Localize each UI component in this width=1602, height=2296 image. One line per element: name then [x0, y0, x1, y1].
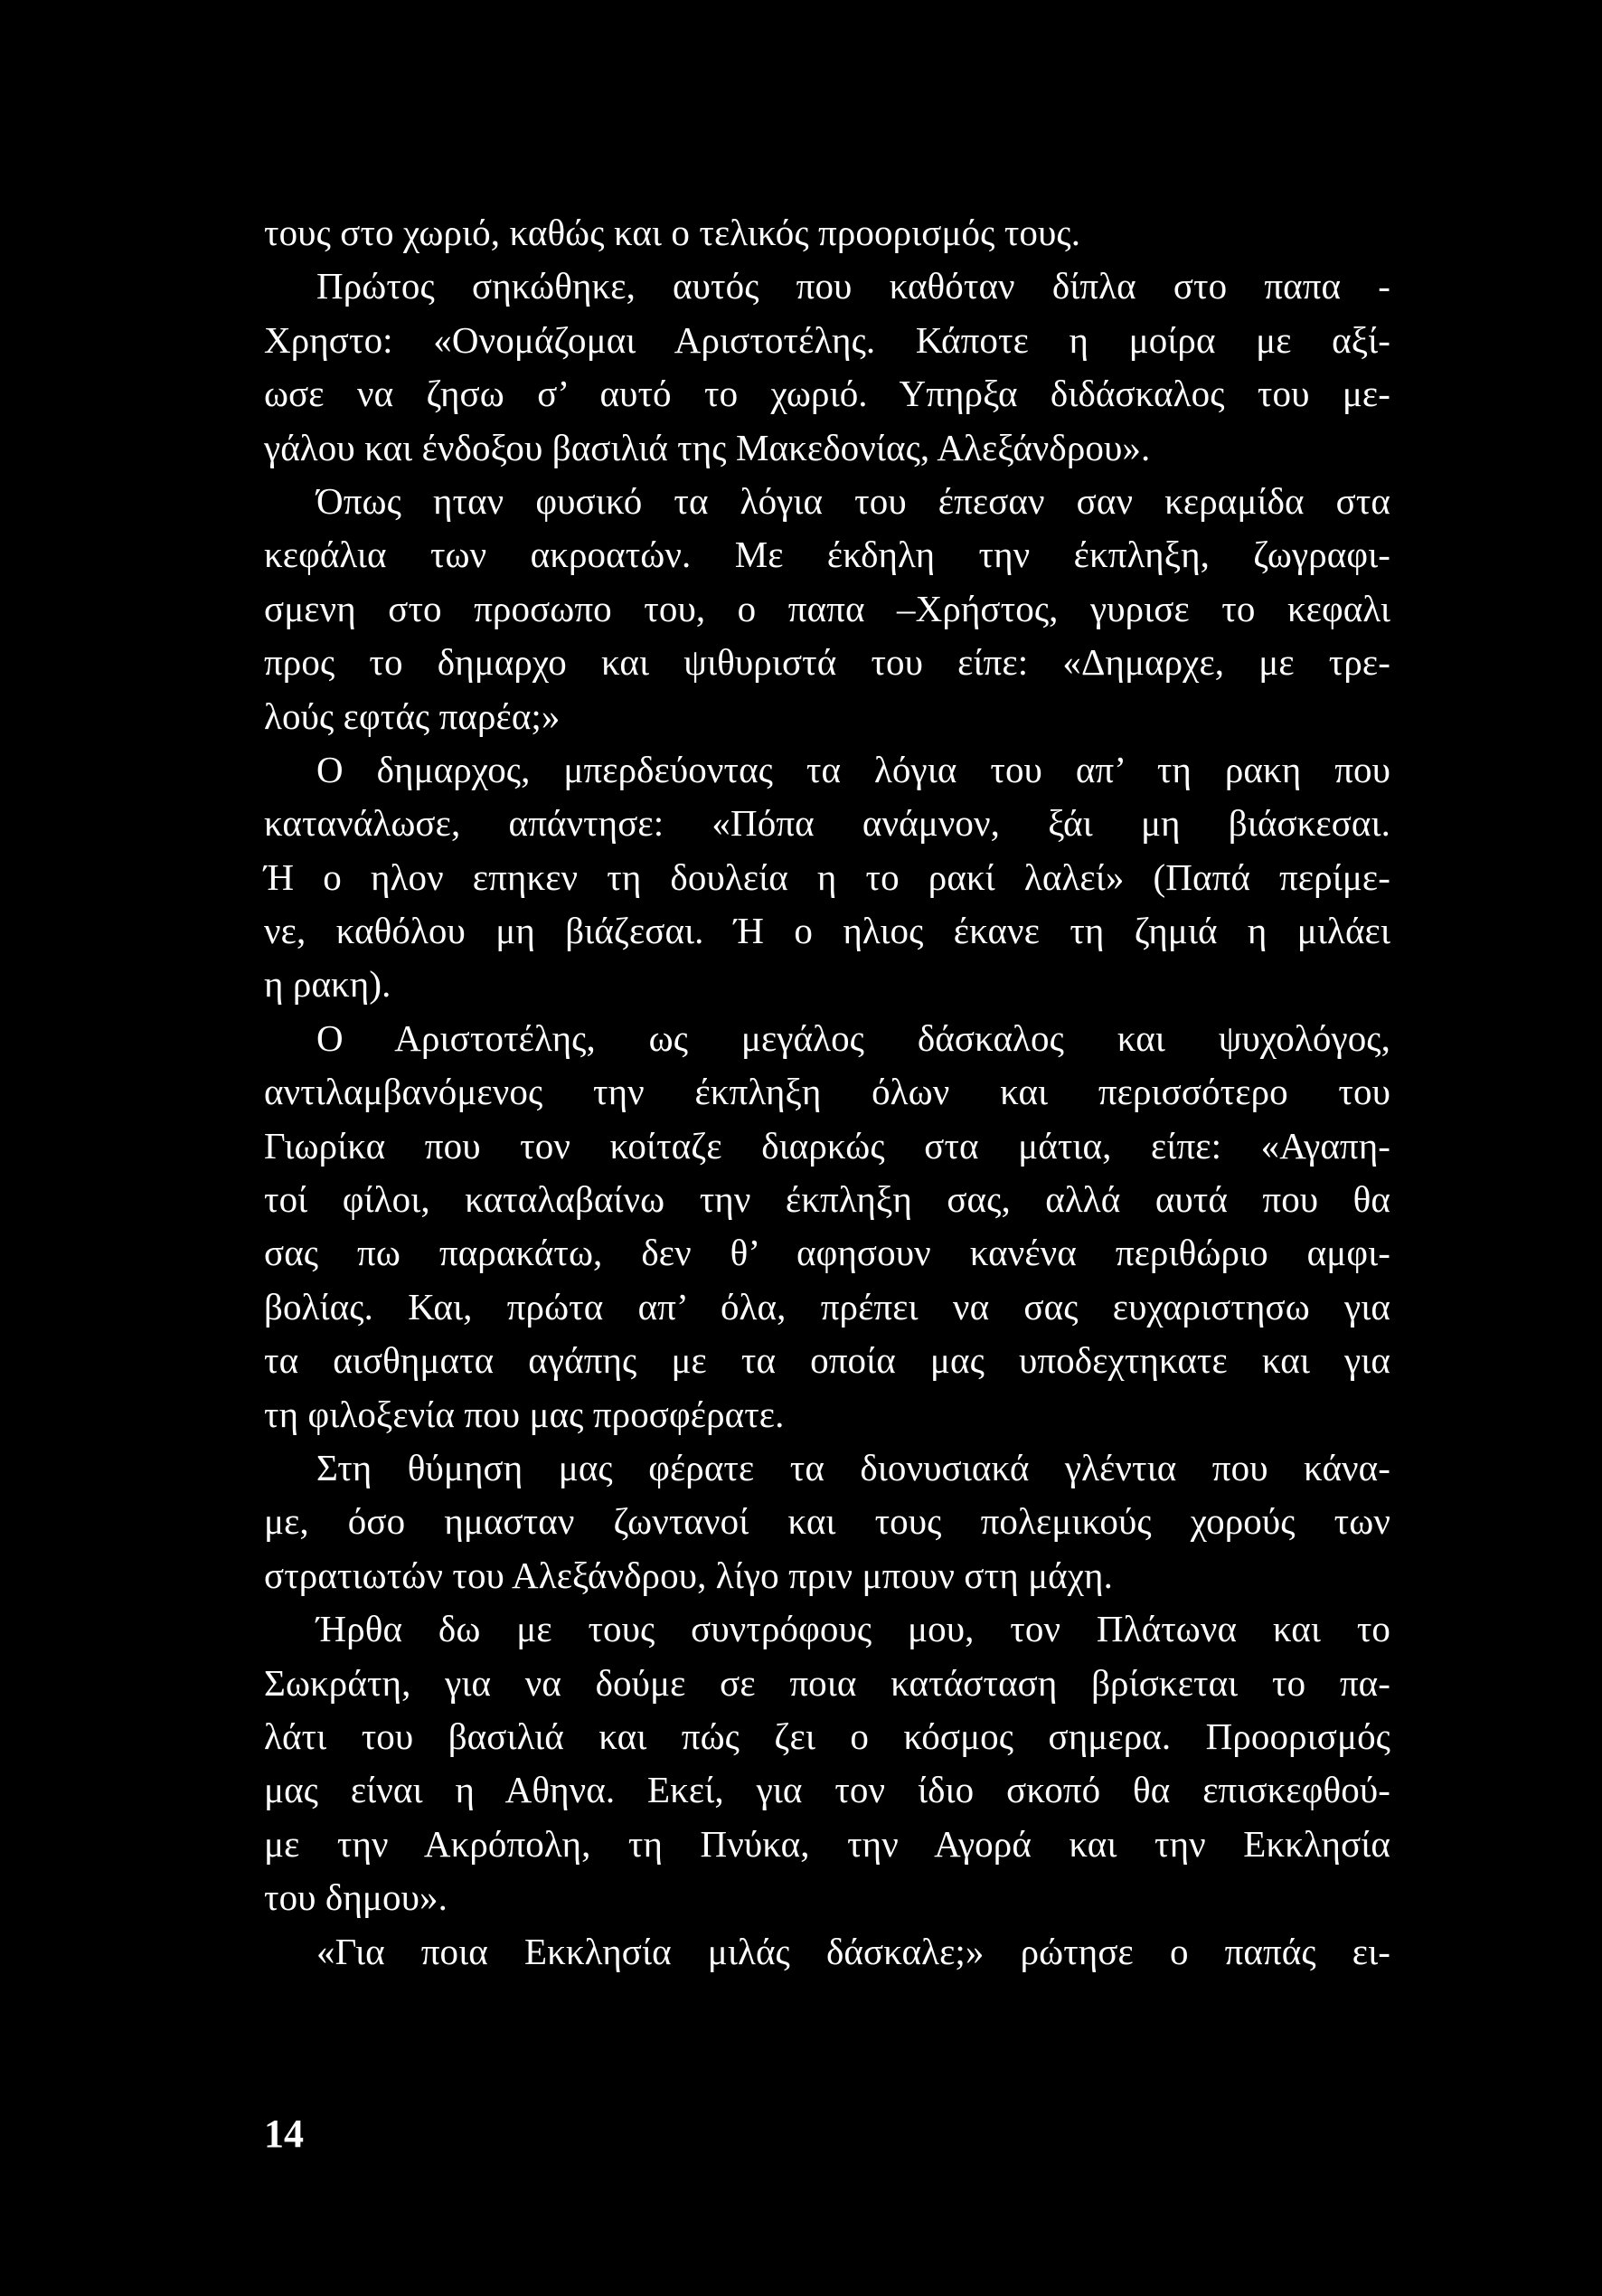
text-line: λούς εφτάς παρέα;» [264, 694, 561, 737]
text-line: Γιωρίκα που τον κοίταζε διαρκώς στα μάτια, είπε: «Αγαπη- [264, 1124, 1390, 1167]
text-line: με την Ακρόπολη, τη Πνύκα, την Αγορά και την Εκκλησία [264, 1822, 1390, 1865]
text-line: τοί φίλοι, καταλαβαίνω την έκπληξη σας, αλλά αυτά που θα [264, 1178, 1390, 1221]
text-line: γάλου και ένδοξου βασιλιά της Μακεδονίας, Αλεξάνδρου». [264, 426, 1151, 468]
text-line: Πρώτος σηκώθηκε, αυτός που καθόταν δίπλα στο παπα - [316, 265, 1390, 307]
text-line: «Για ποια Εκκλησία μιλάς δάσκαλε;» ρώτησε ο παπάς ει- [316, 1930, 1390, 1972]
text-line: Όπως ηταν φυσικό τα λόγια του έπεσαν σαν κεραμίδα στα [316, 479, 1390, 522]
text-line: Στη θύμηση μας φέρατε τα διονυσιακά γλέντια που κάνα- [316, 1446, 1390, 1488]
text-line: αντιλαμβανόμενος την έκπληξη όλων και περισσότερο του [264, 1071, 1390, 1113]
text-line: λάτι του βασιλιά και πώς ζει ο κόσμος σημερα. Προορισμός [264, 1715, 1390, 1757]
text-line: προς το δημαρχο και ψιθυριστά του είπε: «Δημαρχε, με τρε- [264, 641, 1390, 684]
text-line: βολίας. Και, πρώτα απ’ όλα, πρέπει να σας ευχαριστησω για [264, 1285, 1390, 1328]
text-line: τη φιλοξενία που μας προσφέρατε. [264, 1393, 785, 1435]
text-line: σας πω παρακάτω, δεν θ’ αφησουν κανένα περιθώριο αμφι- [264, 1232, 1390, 1274]
text-line: στρατιωτών του Αλεξάνδρου, λίγο πριν μπουν στη μάχη. [264, 1554, 1113, 1596]
text-line: κεφάλια των ακροατών. Με έκδηλη την έκπληξη, ζωγραφι- [264, 534, 1390, 576]
text-line: νε, καθόλου μη βιάζεσαι. Ή ο ηλιος έκανε τη ζημιά η μιλάει [264, 910, 1390, 952]
text-line: ωσε να ζησω σ’ αυτό το χωριό. Υπηρξα διδάσκαλος του με- [264, 373, 1390, 415]
text-line: η ρακη). [264, 963, 391, 1006]
text-line: τους στο χωριό, καθώς και ο τελικός προορισμός τους. [264, 212, 1081, 253]
page-number: 14 [264, 2112, 304, 2156]
text-line: με, όσο ημασταν ζωντανοί και τους πολεμικούς χορούς των [264, 1500, 1390, 1543]
text-line: Σωκράτη, για να δούμε σε ποια κατάσταση βρίσκεται το πα- [264, 1661, 1390, 1704]
text-line: Ο Αριστοτέλης, ως μεγάλος δάσκαλος και ψυχολόγος, [316, 1016, 1390, 1059]
text-line: Ο δημαρχος, μπερδεύοντας τα λόγια του απ’ τη ρακη που [316, 748, 1390, 790]
body-text [264, 206, 1390, 1979]
text-line: Χρηστο: «Ονομάζομαι Αριστοτέλης. Κάποτε η μοίρα με αξί- [264, 318, 1390, 361]
text-line: μας είναι η Αθηνα. Εκεί, για τον ίδιο σκοπό θα επισκεφθού- [264, 1769, 1390, 1811]
text-line: κατανάλωσε, απάντησε: «Πόπα ανάμνον, ξάι μη βιάσκεσαι. [264, 802, 1390, 845]
text-line: τα αισθηματα αγάπης με τα οποία μας υποδεχτηκατε και για [264, 1339, 1390, 1382]
text-line: του δημου». [264, 1876, 448, 1919]
text-line: σμενη στο προσωπο του, ο παπα –Χρήστος, γυρισε το κεφαλι [264, 587, 1390, 629]
text-line: Ήρθα δω με τους συντρόφους μου, τον Πλάτωνα και το [316, 1608, 1390, 1650]
text-line: Ή ο ηλον επηκεν τη δουλεία η το ρακί λαλεί» (Παπά περίμε- [264, 855, 1390, 898]
